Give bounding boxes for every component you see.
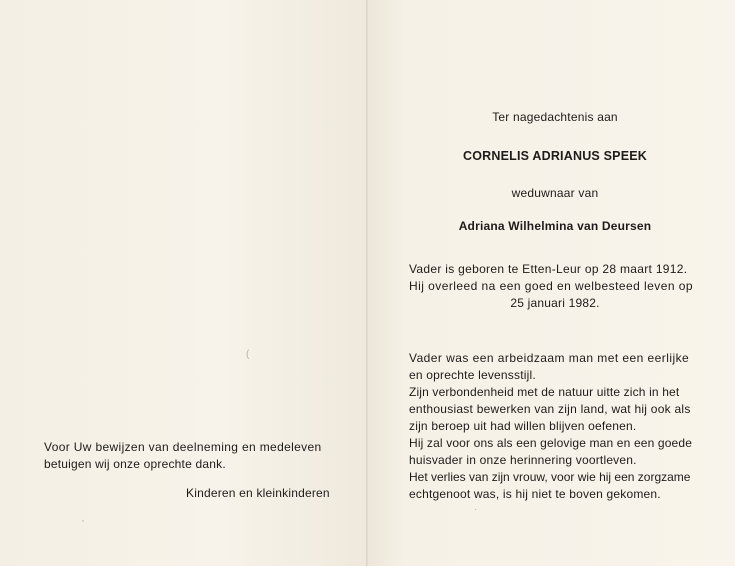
relation-text: weduwnaar van (511, 186, 599, 200)
memory-line: Het verlies van zijn vrouw, voor wie hij een zorgzame (409, 470, 691, 484)
thanks-line: Voor Uw bewijzen van deelneming en medeleven (44, 440, 322, 454)
paper-speck: ' (82, 519, 84, 530)
dates-line: Hij overleed na een goed en welbesteed leven op (409, 279, 694, 293)
card-fold (366, 0, 368, 573)
spouse-name: Adriana Wilhelmina van Deursen (458, 219, 652, 233)
memory-line: en oprechte levensstijl. (409, 368, 536, 382)
dates-line: Vader is geboren te Etten-Leur op 28 maart 1912. (409, 262, 688, 276)
signature-text: Kinderen en kleinkinderen (186, 486, 330, 500)
deceased-name: CORNELIS ADRIANUS SPEEK (462, 149, 648, 163)
memorial-heading: Ter nagedachtenis aan (492, 110, 618, 124)
memory-line: Hij zal voor ons als een gelovige man en een goede (409, 436, 693, 450)
memory-line: enthousiast bewerken van zijn land, wat hij ook als (409, 402, 691, 416)
paper-speck: · (474, 504, 478, 515)
thanks-line: betuigen wij onze oprechte dank. (44, 457, 226, 471)
paper-speck: ( (246, 349, 250, 360)
memory-line: zijn beroep uit had willen blijven oefenen. (409, 419, 637, 433)
dates-line: 25 januari 1982. (510, 296, 600, 310)
scan-edge (0, 566, 735, 573)
memory-line: Vader was een arbeidzaam man met een eerlijke (409, 351, 690, 365)
memory-line: echtgenoot was, is hij niet te boven gekomen. (409, 487, 661, 501)
memory-line: huisvader in onze herinnering voortleven. (409, 453, 637, 467)
memory-line: Zijn verbondenheid met de natuur uitte zich in het (409, 385, 680, 399)
